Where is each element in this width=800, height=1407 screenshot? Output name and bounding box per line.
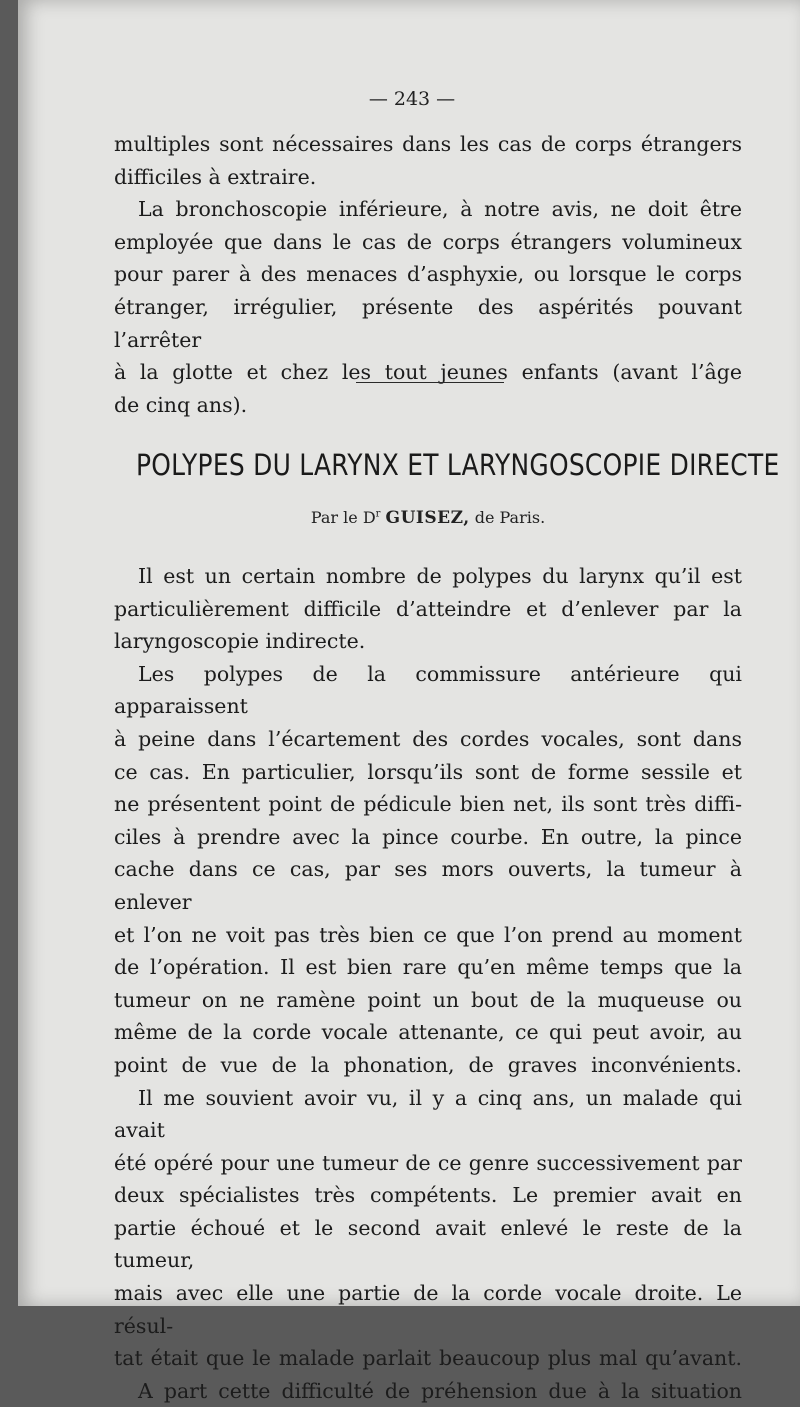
article-paragraph-2 [114,658,742,1082]
text-line: tumeur on ne ramène point un bout de la muqueuse ou [114,987,742,1012]
text-line: ne présentent point de pédicule bien net, ils sont très diffi- [114,792,742,817]
text-line: employée que dans le cas de corps étrangers volumineux [114,229,742,254]
text-line: pour parer à des menaces d’asphyxie, ou lorsque le corps [114,262,742,287]
page-number: — 243 — [368,88,456,110]
intro-paragraph-2 [114,193,742,421]
article-body [114,560,742,1407]
text-line: partie échoué et le second avait enlevé le reste de la tumeur, [114,1215,742,1273]
text-line: deux spécialistes très compétents. Le premier avait en [114,1183,742,1208]
text-line: de l’opération. Il est bien rare qu’en même temps que la [114,955,742,980]
byline-sup: r [375,508,381,520]
text-line: A part cette difficulté de préhension due à la situation [138,1378,742,1403]
book-page [18,0,800,1403]
article-title: POLYPES DU LARYNX ET LARYNGOSCOPIE DIRECTE [136,448,780,482]
text-line: à peine dans l’écartement des cordes vocales, sont dans [114,726,742,751]
byline-prefix: Par le D [310,508,376,527]
text-line: Les polypes de la commissure antérieure qui apparaissent [114,661,742,719]
author-name: GUISEZ, [385,508,470,528]
byline-suffix: de Paris. [474,508,546,527]
text-line: Il est un certain nombre de polypes du larynx qu’il est [138,564,742,588]
text-line: et l’on ne voit pas très bien ce que l’on prend au moment [114,922,742,947]
text-line: même de la corde vocale attenante, ce qui peut avoir, au [114,1020,742,1045]
text-line: de cinq ans). [114,392,248,417]
text-line: ce cas. En particulier, lorsqu’ils sont de forme sessile et [114,759,742,784]
intro-text-block [114,128,742,421]
text-line: à la glotte et chez les tout jeunes enfants (avant l’âge [114,360,742,385]
section-divider [356,382,504,383]
article-paragraph-3 [114,1082,742,1375]
article-paragraph-1 [114,560,742,658]
text-line: point de vue de la phonation, de graves inconvénients. [114,1052,742,1077]
text-line: tat était que le malade parlait beaucoup plus mal qu’avant. [114,1346,742,1371]
text-line: multiples sont nécessaires dans les cas de corps étrangers [114,132,742,156]
text-line: laryngoscopie indirecte. [114,629,366,654]
article-paragraph-4 [114,1375,742,1407]
text-line: difficiles à extraire. [114,164,317,189]
text-line: particulièrement difficile d’atteindre et d’enlever par la [114,596,742,621]
article-byline [18,508,800,528]
text-line: La bronchoscopie inférieure, à notre avis, ne doit être [138,197,742,222]
text-line: mais avec elle une partie de la corde vocale droite. Le résul- [114,1281,742,1338]
intro-paragraph-1 [114,128,742,193]
text-line: cache dans ce cas, par ses mors ouverts, la tumeur à enlever [114,857,742,914]
text-line: ciles à prendre avec la pince courbe. En outre, la pince [114,824,742,849]
text-line: Il me souvient avoir vu, il y a cinq ans, un malade qui avait [114,1085,742,1143]
text-line: été opéré pour une tumeur de ce genre successivement par [114,1150,742,1175]
text-line: étranger, irrégulier, présente des aspérités pouvant l’arrêter [114,294,742,352]
